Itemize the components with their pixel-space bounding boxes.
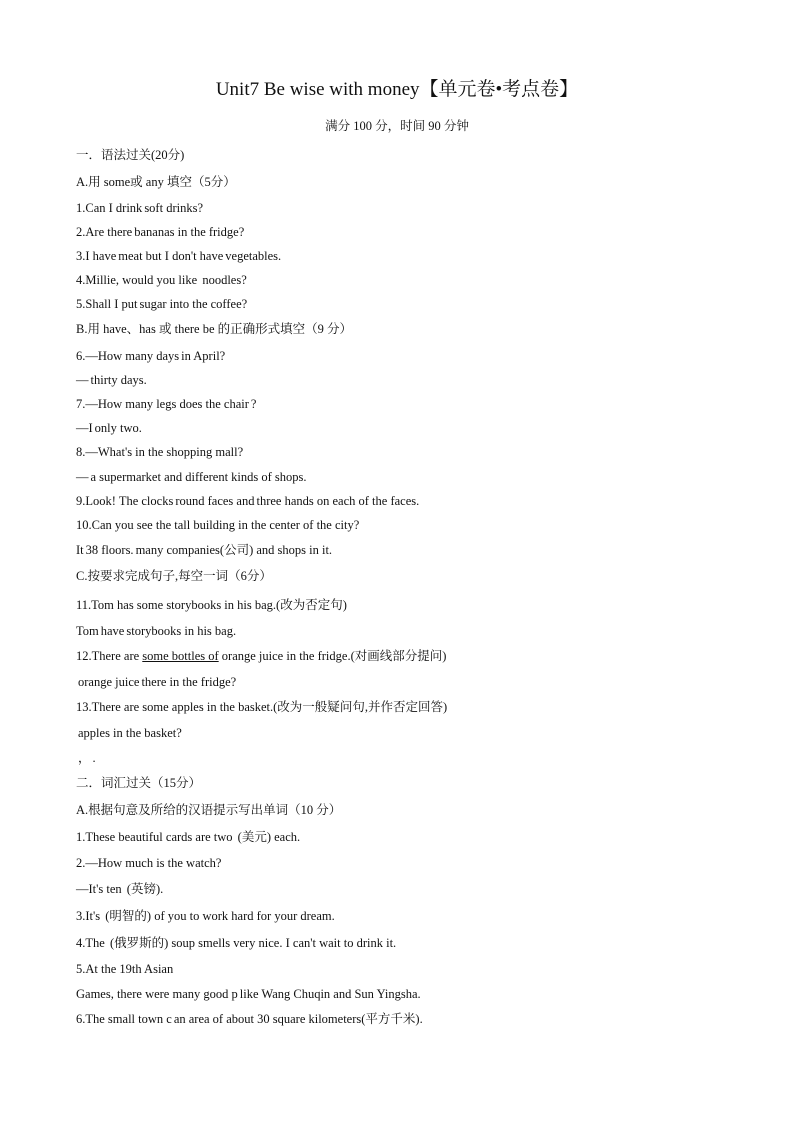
question: 12.There are some bottles of orange juice in the fridge.(对画线部分提问) bbox=[76, 649, 447, 663]
question: 9.Look! The clocks round faces and three hands on each of the faces. bbox=[76, 494, 420, 508]
question: 1.Can I drink soft drinks? bbox=[76, 201, 203, 215]
question: — a supermarket and different kinds of shops. bbox=[76, 470, 307, 484]
question: 3.I have meat but I don't have vegetables. bbox=[76, 249, 282, 263]
question: 6.—How many days in April? bbox=[76, 349, 226, 363]
section-heading: 一．语法过关(20分) bbox=[76, 148, 185, 162]
question: 3.It's (明智的) of you to work hard for your dream. bbox=[76, 909, 335, 923]
question: 5.Shall I put sugar into the coffee? bbox=[76, 297, 248, 311]
page-title: Unit7 Be wise with money【单元卷•考点卷】 bbox=[215, 79, 579, 100]
question: — thirty days. bbox=[76, 373, 147, 387]
part-heading: C.按要求完成句子,每空一词（6分） bbox=[76, 569, 272, 583]
question: 11.Tom has some storybooks in his bag.(改为否定句) bbox=[76, 598, 347, 612]
part-heading: A.用 some或 any 填空（5分） bbox=[76, 175, 236, 189]
question: 4.Millie, would you like noodles? bbox=[76, 273, 247, 287]
question: 8.—What's in the shopping mall? bbox=[76, 445, 244, 459]
question: 10.Can you see the tall building in the center of the city? bbox=[76, 518, 360, 532]
question: 1.These beautiful cards are two (美元) each. bbox=[76, 830, 301, 844]
part-heading: B.用 have、has 或 there be 的正确形式填空（9 分） bbox=[76, 322, 353, 336]
question: 6.The small town c an area of about 30 square kilometers(平方千米). bbox=[76, 1012, 423, 1026]
question: 2.—How much is the watch? bbox=[76, 856, 222, 870]
question: ， . bbox=[78, 751, 96, 765]
question: Tom have storybooks in his bag. bbox=[76, 624, 237, 638]
question: 2.Are there bananas in the fridge? bbox=[76, 225, 245, 239]
question: —It's ten (英镑). bbox=[76, 882, 164, 896]
question: It 38 floors. many companies(公司) and shops in it. bbox=[76, 543, 333, 557]
part-heading: A.根据句意及所给的汉语提示写出单词（10 分） bbox=[76, 803, 342, 817]
underlined-phrase: some bottles of bbox=[142, 649, 219, 663]
question: 7.—How many legs does the chair ? bbox=[76, 397, 257, 411]
question: 4.The (俄罗斯的) soup smells very nice. I can't wait to drink it. bbox=[76, 936, 397, 950]
question: 13.There are some apples in the basket.(改为一般疑问句,并作否定回答) bbox=[76, 700, 448, 714]
question: apples in the basket? bbox=[78, 726, 182, 740]
question: Games, there were many good p like Wang Chuqin and Sun Yingsha. bbox=[76, 987, 421, 1001]
page-subtitle: 满分 100 分，时间 90 分钟 bbox=[325, 119, 469, 133]
question: 5.At the 19th Asian bbox=[76, 962, 174, 976]
question: —I only two. bbox=[76, 421, 142, 435]
section-heading: 二．词汇过关（15分） bbox=[76, 776, 202, 790]
question: orange juice there in the fridge? bbox=[78, 675, 237, 689]
